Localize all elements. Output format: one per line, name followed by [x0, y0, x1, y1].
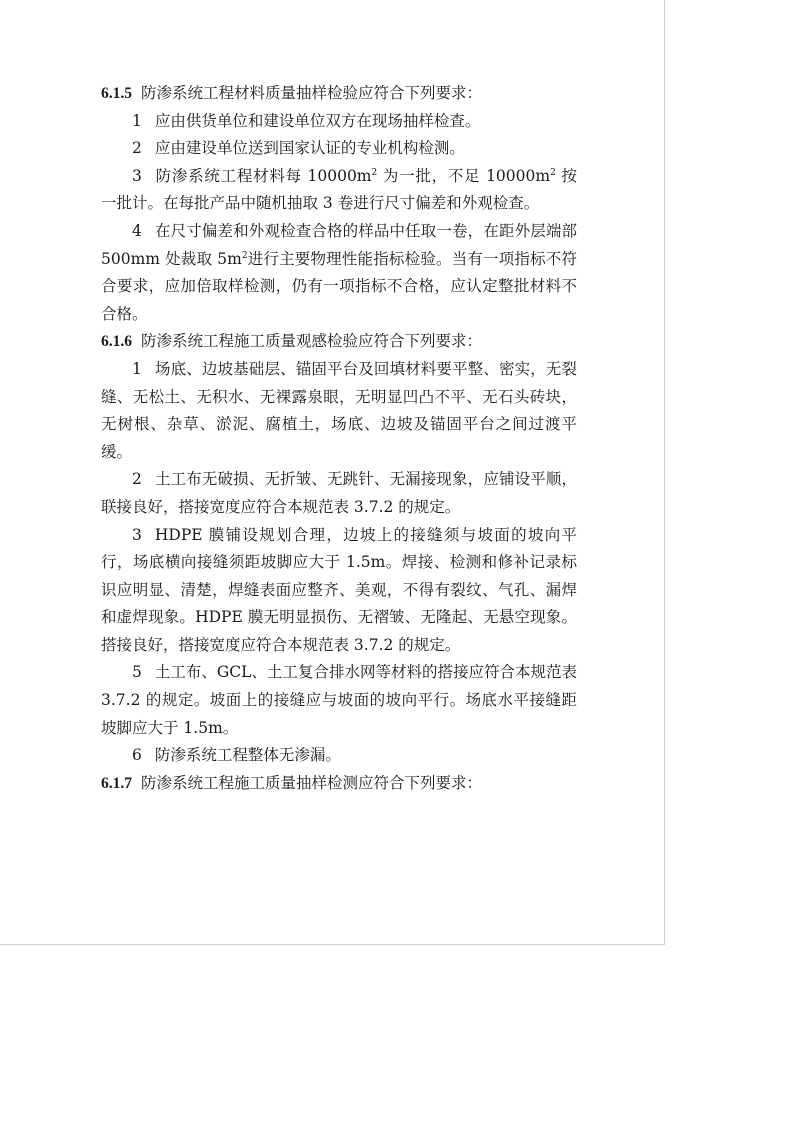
item-number: 5 [132, 663, 142, 682]
clause-title: 防渗系统工程施工质量观感检验应符合下列要求： [141, 332, 483, 351]
list-item [101, 522, 577, 660]
list-item [101, 163, 577, 218]
item-number: 4 [132, 221, 142, 240]
item-number: 1 [132, 359, 142, 378]
clause-number: 6.1.5 [101, 85, 132, 102]
list-item [101, 356, 577, 466]
clause-heading [101, 80, 577, 108]
list-item [101, 135, 577, 163]
superscript: 2 [550, 167, 556, 178]
item-number: 2 [132, 139, 142, 158]
item-text: 防渗系统工程整体无渗漏。 [154, 746, 341, 765]
list-item [101, 742, 577, 770]
item-number: 3 [132, 166, 142, 185]
list-item [101, 659, 577, 742]
item-text: 土工布无破损、无折皱、无跳针、无漏接现象，应铺设平顺，联接良好，搭接宽度应符合本规范表 3.7.2 的规定。 [101, 470, 577, 516]
item-text: 进行主要物理性能指标检验。当有一项指标不符合要求，应加倍取样检测，仍有一项指标不合格，应认定整批材料不合格。 [101, 249, 577, 323]
list-item [101, 218, 577, 328]
item-text: HDPE 膜铺设规划合理，边坡上的接缝须与坡面的坡向平行，场底横向接缝须距坡脚应大于 1.5m。焊接、检测和修补记录标识应明显、清楚，焊缝表面应整齐、美观，不得有裂纹、气孔、漏焊和虚焊现象。HDPE 膜无明显损伤、无褶皱、无隆起、无悬空现象。搭接良好，搭接宽度应符合本规范表 3.7.2 的规定。 [101, 525, 577, 654]
item-text: 在尺寸偏差和外观检查合格的样品中任取一卷，在距外层端部 500mm 处裁取 5m [101, 221, 577, 268]
clause-heading [101, 770, 577, 798]
item-text: 为一批，不足 10000m [377, 166, 551, 185]
item-number: 6 [132, 746, 142, 765]
clause-title: 防渗系统工程施工质量抽样检测应符合下列要求： [141, 773, 483, 792]
item-number: 3 [132, 525, 142, 544]
item-text: 应由建设单位送到国家认证的专业机构检测。 [154, 139, 465, 158]
item-text: 按一批计。在每批产品中随机抽取 3 卷进行尺寸偏差和外观检查。 [101, 166, 577, 213]
list-item [101, 466, 577, 521]
item-text: 土工布、GCL、土工复合排水网等材料的搭接应符合本规范表 3.7.2 的规定。坡面上的接缝应与坡面的坡向平行。场底水平接缝距坡脚应大于 1.5m。 [101, 663, 577, 737]
clause-number: 6.1.7 [101, 774, 132, 792]
item-number: 2 [132, 470, 142, 489]
clause-title: 防渗系统工程材料质量抽样检验应符合下列要求： [141, 84, 483, 102]
clause-number: 6.1.6 [101, 333, 132, 351]
clause-heading [101, 328, 577, 356]
list-item [101, 108, 577, 136]
item-number: 1 [132, 111, 142, 130]
item-text: 应由供货单位和建设单位双方在现场抽样检查。 [154, 111, 481, 130]
document-body [101, 80, 577, 797]
item-text: 场底、边坡基础层、锚固平台及回填材料要平整、密实，无裂缝、无松土、无积水、无裸露泉眼，无明显凹凸不平、无石头砖块，无树根、杂草、淤泥、腐植土，场底、边坡及锚固平台之间过渡平缓。 [101, 359, 577, 461]
superscript: 2 [371, 167, 378, 178]
item-text: 防渗系统工程材料每 10000m [154, 166, 372, 185]
superscript: 2 [241, 250, 248, 261]
